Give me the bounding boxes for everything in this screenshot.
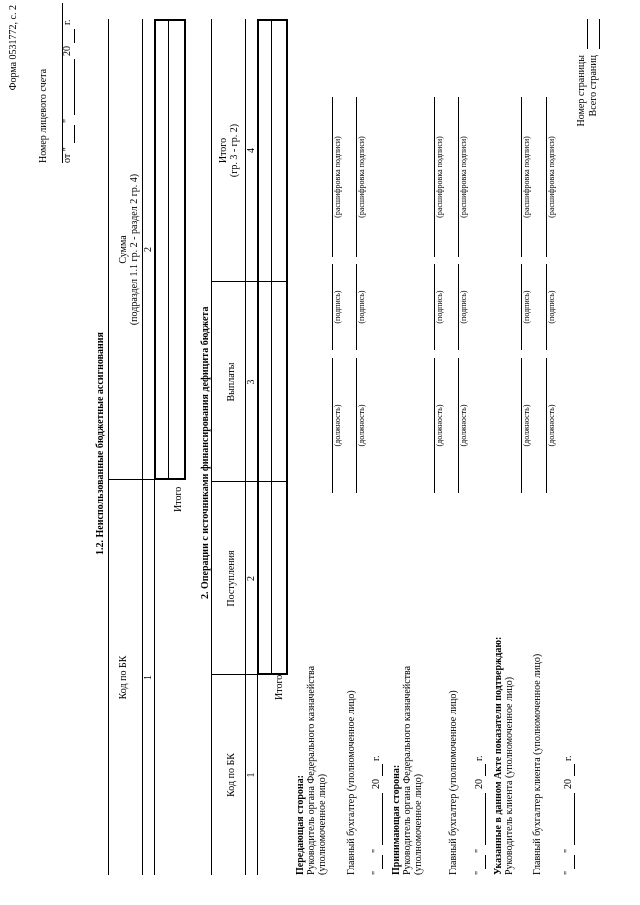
receiving-date-day-field[interactable] — [485, 855, 486, 869]
date-year-suffix: г. — [62, 19, 73, 25]
section2-col-in: Поступления — [226, 550, 237, 607]
receiving-head-position-caption: (должность) — [435, 404, 444, 447]
transferring-date-year-suffix: г. — [371, 755, 382, 761]
section2-col-out: Выплаты — [226, 362, 237, 402]
transferring-heading: Передающая сторона: — [295, 774, 306, 875]
transferring-head-sublabel: (уполномоченное лицо) — [317, 773, 328, 875]
section1-total-label: Итого — [173, 486, 184, 512]
receiving-accountant-signature-caption: (подпись) — [459, 290, 468, 324]
confirmation-date-year-field[interactable] — [574, 764, 575, 776]
section2-col-total-sub: (гр. 3 - гр. 2) — [229, 123, 240, 178]
confirmation-date-day-field[interactable] — [574, 855, 575, 869]
transferring-date-year-prefix: 20 — [371, 779, 382, 789]
receiving-date-open-quote: " — [474, 870, 485, 875]
transferring-date-year-field[interactable] — [382, 764, 383, 776]
confirmation-date-open-quote: " — [563, 870, 574, 875]
confirmation-heading: Указанные в данном Акте показатели подтверждаю: — [493, 636, 504, 875]
section2-col-code: Код по БК — [226, 753, 237, 797]
client-head-label: Руководитель клиента (уполномоченное лицо) — [504, 676, 515, 875]
client-accountant-decoding-caption: (расшифровка подписи) — [547, 136, 556, 218]
receiving-date-month-field[interactable] — [485, 793, 486, 845]
section2-num4: 4 — [246, 148, 257, 153]
total-pages-field[interactable] — [599, 19, 600, 49]
section1-title: 1.2. Неиспользованные бюджетные ассигнования — [95, 332, 106, 555]
confirmation-date-close-quote: " — [563, 848, 574, 853]
transferring-head-label: Руководитель органа Федерального казначейства — [306, 665, 317, 875]
confirmation-date-year-prefix: 20 — [563, 779, 574, 789]
receiving-heading: Принимающая сторона: — [391, 764, 402, 875]
receiving-date-year-prefix: 20 — [474, 779, 485, 789]
section2-table-top — [211, 19, 212, 875]
section1-col-sum-sub: (подраздел 1.1 гр. 2 - раздел 2 гр. 4) — [129, 173, 140, 326]
transferring-head-position-caption: (должность) — [333, 404, 342, 447]
client-head-signature-caption: (подпись) — [522, 290, 531, 324]
section1-col-sum: Сумма — [118, 235, 129, 264]
confirmation-date-year-suffix: г. — [563, 755, 574, 761]
date-year-field[interactable] — [74, 29, 75, 43]
confirmation-date-month-field[interactable] — [574, 793, 575, 845]
date-open-quote: от " — [62, 147, 73, 163]
section2-num1: 1 — [246, 772, 257, 778]
date-close-quote: " — [62, 118, 73, 123]
client-accountant-signature-caption: (подпись) — [547, 290, 556, 324]
client-accountant-label: Главный бухгалтер клиента (уполномоченное лицо) — [532, 653, 543, 875]
account-number-label: Номер лицевого счета — [38, 68, 49, 163]
total-pages-label: Всего страниц — [588, 55, 599, 117]
section1-col-code: Код по БК — [118, 655, 129, 700]
page-number-label: Номер страницы — [576, 55, 587, 127]
section2-num3: 3 — [246, 379, 257, 385]
receiving-head-label: Руководитель органа Федерального казначейства — [402, 665, 413, 875]
transferring-head-signature-caption: (подпись) — [333, 290, 342, 324]
receiving-head-signature-caption: (подпись) — [435, 290, 444, 324]
transferring-date-close-quote: " — [371, 848, 382, 853]
client-accountant-position-caption: (должность) — [547, 404, 556, 447]
date-month-field[interactable] — [74, 59, 75, 115]
section2-col-total: Итого — [218, 137, 229, 164]
receiving-accountant-position-caption: (должность) — [459, 404, 468, 447]
transferring-accountant-signature-caption: (подпись) — [357, 290, 366, 324]
receiving-head-decoding-caption: (расшифровка подписи) — [435, 136, 444, 218]
receiving-head-sublabel: (уполномоченное лицо) — [413, 773, 424, 875]
form-number: Форма 0531772, с. 2 — [8, 5, 19, 91]
transferring-accountant-label: Главный бухгалтер (уполномоченное лицо) — [346, 690, 357, 875]
client-head-position-caption: (должность) — [522, 404, 531, 447]
transferring-date-month-field[interactable] — [382, 793, 383, 845]
section2-num2: 2 — [246, 576, 257, 581]
transferring-accountant-decoding-caption: (расшифровка подписи) — [357, 136, 366, 218]
transferring-head-decoding-caption: (расшифровка подписи) — [333, 136, 342, 218]
section1-data-box[interactable] — [154, 19, 186, 480]
transferring-date-open-quote: " — [371, 870, 382, 875]
section2-total-label: Итого — [274, 674, 285, 700]
date-year-prefix: 20 — [62, 46, 73, 56]
transferring-date-day-field[interactable] — [382, 855, 383, 869]
receiving-date-year-field[interactable] — [485, 764, 486, 776]
section1-table-top — [108, 19, 109, 875]
section2-title: 2. Операции с источниками финансирования дефицита бюджета — [200, 306, 211, 599]
receiving-date-year-suffix: г. — [474, 755, 485, 761]
section1-num1: 1 — [143, 675, 154, 680]
date-day-field[interactable] — [74, 125, 75, 143]
receiving-date-close-quote: " — [474, 848, 485, 853]
client-head-decoding-caption: (расшифровка подписи) — [522, 136, 531, 218]
transferring-accountant-position-caption: (должность) — [357, 404, 366, 447]
receiving-accountant-decoding-caption: (расшифровка подписи) — [459, 136, 468, 218]
section1-num2: 2 — [143, 247, 154, 252]
receiving-accountant-label: Главный бухгалтер (уполномоченное лицо) — [448, 690, 459, 875]
account-number-field[interactable] — [62, 3, 63, 163]
section2-data-box[interactable] — [257, 19, 288, 675]
page-number-field[interactable] — [587, 19, 588, 49]
